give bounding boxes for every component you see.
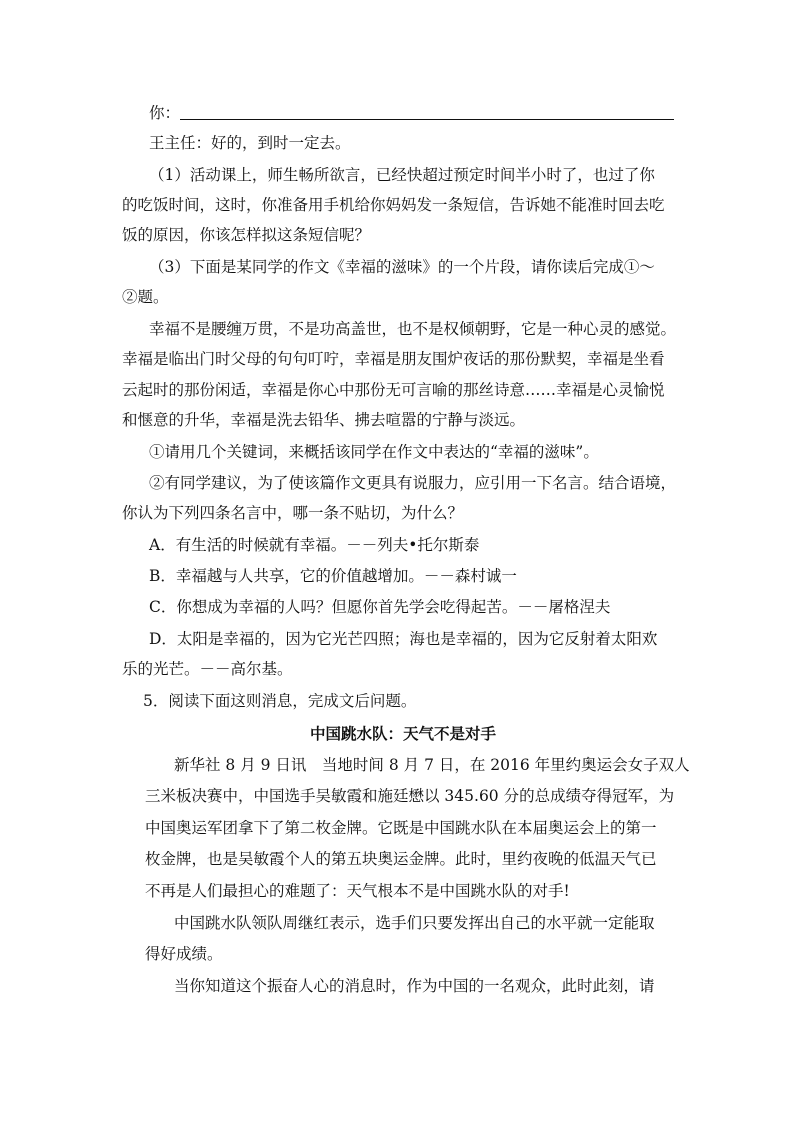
essay-excerpt-line-1: 幸福不是腰缠万贯，不是功高盖世，也不是权倾朝野，它是一种心灵的感觉。: [149, 320, 677, 338]
sub-question-1: ①请用几个关键词，来概括该同学在作文中表达的“幸福的滋味”。: [149, 443, 599, 461]
option-d-line-1: D．太阳是幸福的，因为它光芒四照；海也是幸福的，因为它反射着太阳欢: [149, 630, 658, 648]
dialogue-director-wang: 王主任：好的，到时一定去。: [149, 134, 351, 152]
news-para-2-line-2: 得好成绩。: [145, 945, 223, 963]
dialogue-you-label: 你：: [149, 104, 181, 122]
option-c: C．你想成为幸福的人吗？但愿你首先学会吃得起苦。－－屠格涅夫: [149, 598, 611, 616]
option-b: B．幸福越与人共享，它的价值越增加。－－森村诚一: [149, 567, 517, 585]
question-5-prompt: 5．阅读下面这则消息，完成文后问题。: [143, 692, 417, 710]
question-3-line-1: （3）下面是某同学的作文《幸福的滋味》的一个片段，请你读后完成①～: [149, 258, 655, 276]
sub-question-2-line-2: 你认为下列四条名言中，哪一条不贴切，为什么？: [122, 504, 464, 522]
news-para-1-line-4: 枚金牌，也是吴敏霞个人的第五块奥运金牌。此时，里约夜晚的低温天气已: [145, 850, 657, 868]
news-para-1-line-1: 新华社 8 月 9 日讯 当地时间 8 月 7 日，在 2016 年里约奥运会女子双人: [174, 756, 690, 774]
news-para-1-line-5: 不再是人们最担心的难题了：天气根本不是中国跳水队的对手!: [145, 882, 570, 900]
news-para-2-line-1: 中国跳水队领队周继红表示，选手们只要发挥出自己的水平就一定能取: [174, 914, 655, 932]
news-para-1-line-2: 三米板决赛中，中国选手吴敏霞和施廷懋以 345.60 分的总成绩夺得冠军，为: [145, 787, 675, 805]
sub-question-2-line-1: ②有同学建议，为了使该篇作文更具有说服力，应引用一下名言。结合语境，: [149, 474, 677, 492]
option-a: A．有生活的时候就有幸福。－－列夫•托尔斯泰: [149, 536, 480, 554]
essay-excerpt-line-2: 幸福是临出门时父母的句句叮咛，幸福是朋友围炉夜话的那份默契，幸福是坐看: [122, 350, 665, 368]
essay-excerpt-line-4: 和惬意的升华，幸福是洗去铅华、拂去喧嚣的宁静与淡远。: [122, 411, 526, 429]
news-question-line-1: 当你知道这个振奋人心的消息时，作为中国的一名观众，此时此刻，请: [174, 977, 655, 995]
question-1-line-3: 饭的原因，你该怎样拟这条短信呢？: [122, 226, 371, 244]
answer-blank-line[interactable]: [180, 119, 674, 120]
news-para-1-line-3: 中国奥运军团拿下了第二枚金牌。它既是中国跳水队在本届奥运会上的第一: [145, 819, 657, 837]
news-title: 中国跳水队：天气不是对手: [310, 725, 497, 743]
question-3-line-2: ②题。: [122, 288, 169, 306]
option-d-line-2: 乐的光芒。－－高尔基。: [122, 660, 293, 678]
essay-excerpt-line-3: 云起时的那份闲适，幸福是你心中那份无可言喻的那丝诗意……幸福是心灵愉悦: [122, 381, 665, 399]
question-1-line-1: （1）活动课上，师生畅所欲言，已经快超过预定时间半小时了，也过了你: [149, 166, 655, 184]
question-1-line-2: 的吃饭时间，这时，你准备用手机给你妈妈发一条短信，告诉她不能准时回去吃: [122, 196, 665, 214]
